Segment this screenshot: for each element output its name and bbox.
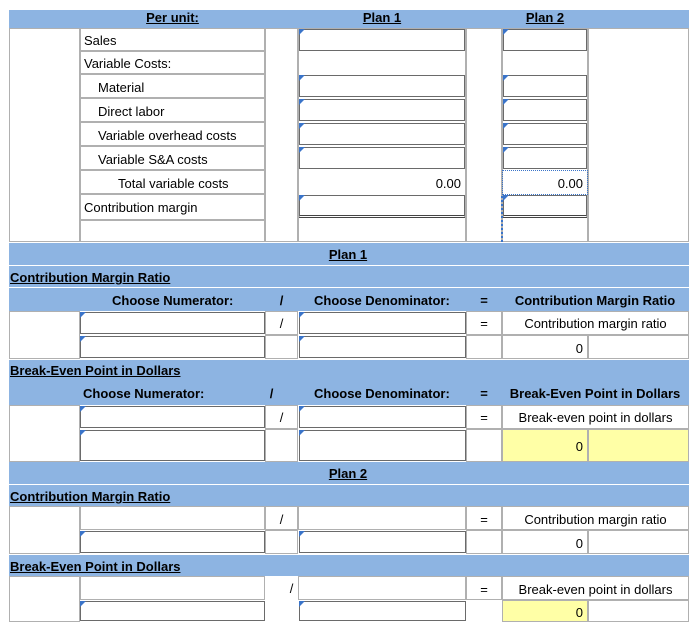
material-label: Material — [98, 80, 145, 95]
plan1-cmr-result-value: 0 — [502, 335, 588, 359]
plan1-cmr-numerator-value-input[interactable] — [80, 336, 265, 358]
plan1-material-input[interactable] — [299, 75, 465, 97]
plan1-cmr-equals-header: = — [480, 293, 488, 308]
row-total-variable — [80, 170, 265, 194]
plan2-cmr-denominator-cell — [298, 506, 466, 530]
plan1-bep-equals-header: = — [480, 386, 488, 401]
plan1-direct-labor-input[interactable] — [299, 99, 465, 121]
plan1-sales-input[interactable] — [299, 29, 465, 51]
left-blank-column — [9, 28, 80, 242]
plan2-bep-equals: = — [466, 576, 502, 600]
row-variable-costs — [80, 51, 265, 74]
gap-column-2 — [466, 28, 502, 242]
plan2-dotted-guide — [501, 196, 503, 242]
row-sales — [80, 28, 265, 51]
plan2-cmr-equals: = — [466, 506, 502, 530]
plan1-cmr-left-blank — [9, 311, 80, 359]
plan1-bep-numerator-select[interactable] — [80, 406, 265, 428]
plan1-cmr-denominator-value-input[interactable] — [299, 336, 466, 358]
plan1-overhead-input[interactable] — [299, 123, 465, 145]
plan2-cmr-result-value: 0 — [502, 530, 588, 554]
plan2-bep-result-value: 0 — [502, 600, 588, 622]
plan2-cmr-numerator-input[interactable] — [80, 531, 265, 553]
plan1-bep-result-value: 0 — [502, 429, 588, 462]
row-direct-labor — [80, 98, 265, 122]
plan2-cmr-result-label: Contribution margin ratio — [502, 506, 689, 530]
plan1-sa-input[interactable] — [299, 147, 465, 169]
plan2-cmr-section-title: Contribution Margin Ratio — [10, 489, 171, 504]
plan1-cmr-denominator-label: Choose Denominator: — [314, 293, 450, 308]
plan1-cmr-right-blank — [588, 335, 689, 359]
plan2-cmr-left-blank — [9, 506, 80, 554]
per-unit-header: Per unit: — [146, 10, 199, 25]
plan1-header: Plan 1 — [362, 10, 402, 25]
plan2-bep-section-title: Break-Even Point in Dollars — [10, 559, 181, 574]
plan1-bep-equals: = — [466, 405, 502, 429]
plan2-sa-input[interactable] — [503, 147, 587, 169]
plan2-bep-numerator-cell — [80, 576, 265, 600]
plan1-cmr-equals: = — [466, 311, 502, 335]
variable-overhead-label: Variable overhead costs — [98, 128, 237, 143]
plan1-bep-denominator-label: Choose Denominator: — [314, 386, 450, 401]
plan1-bep-denominator-select[interactable] — [299, 406, 466, 428]
plan2-overhead-input[interactable] — [503, 123, 587, 145]
plan1-bep-denominator-value-input[interactable] — [299, 430, 466, 461]
plan2-bep-right-blank — [588, 600, 689, 622]
plan1-bep-numerator-label: Choose Numerator: — [83, 386, 205, 401]
plan1-bep-left-blank — [9, 405, 80, 462]
plan2-header: Plan 2 — [525, 10, 565, 25]
plan1-cmr-section-title: Contribution Margin Ratio — [10, 270, 171, 285]
plan1-bep-section-title: Break-Even Point in Dollars — [10, 363, 181, 378]
plan2-bep-left-blank — [9, 576, 80, 622]
row-variable-overhead — [80, 122, 265, 146]
plan2-total-variable-value: 0.00 — [557, 176, 583, 191]
sales-label: Sales — [84, 33, 117, 48]
plan1-bep-result-label: Break-even point in dollars — [502, 405, 689, 429]
plan1-bep-gap-cell-2 — [466, 429, 502, 462]
plan2-bep-denominator-input[interactable] — [299, 601, 466, 621]
variable-sa-label: Variable S&A costs — [98, 152, 208, 167]
gap-column-1 — [265, 28, 298, 242]
plan1-cmr-gap-cell — [265, 335, 298, 359]
total-variable-label: Total variable costs — [118, 176, 229, 191]
plan1-cmr-gap-cell-2 — [466, 335, 502, 359]
variable-costs-label: Variable Costs: — [84, 56, 172, 71]
plan2-cmr-denominator-input[interactable] — [299, 531, 466, 553]
plan1-bep-result-header: Break-Even Point in Dollars — [509, 386, 681, 401]
plan2-bep-result-label: Break-even point in dollars — [502, 576, 689, 600]
plan2-bep-denominator-cell — [298, 576, 466, 600]
plan2-contribution-margin-input[interactable] — [503, 195, 587, 218]
row-blank — [80, 220, 265, 242]
plan1-bep-slash-header: / — [269, 386, 274, 401]
direct-labor-label: Direct labor — [98, 104, 165, 119]
plan2-title: Plan 2 — [328, 466, 368, 481]
plan1-bep-result-extra — [588, 429, 689, 462]
plan1-bep-gap-cell — [265, 429, 298, 462]
plan2-cmr-gap-cell — [265, 530, 298, 554]
row-contribution-margin — [80, 194, 265, 220]
plan2-bep-slash: / — [289, 581, 294, 596]
row-variable-sa — [80, 146, 265, 170]
plan2-bep-numerator-input[interactable] — [80, 601, 265, 621]
plan1-cmr-numerator-label: Choose Numerator: — [112, 293, 234, 308]
plan1-cmr-result-label: Contribution margin ratio — [502, 311, 689, 335]
plan2-material-input[interactable] — [503, 75, 587, 97]
plan1-title: Plan 1 — [328, 247, 368, 262]
plan1-cmr-slash: / — [265, 311, 298, 335]
plan1-bep-slash: / — [265, 405, 298, 429]
plan2-cmr-gap-cell-2 — [466, 530, 502, 554]
row-material — [80, 74, 265, 98]
contribution-margin-label: Contribution margin — [84, 200, 198, 215]
plan2-sales-input[interactable] — [503, 29, 587, 51]
plan1-contribution-margin-input[interactable] — [299, 195, 465, 218]
plan1-total-variable-value: 0.00 — [435, 176, 461, 191]
plan1-cmr-result-header: Contribution Margin Ratio — [514, 293, 676, 308]
plan1-cmr-slash-header: / — [279, 293, 284, 308]
right-blank-column — [588, 28, 689, 242]
plan1-cmr-denominator-select[interactable] — [299, 312, 466, 334]
plan1-bep-numerator-value-input[interactable] — [80, 430, 265, 461]
plan2-direct-labor-input[interactable] — [503, 99, 587, 121]
plan2-cmr-numerator-cell — [80, 506, 265, 530]
plan2-cmr-slash: / — [265, 506, 298, 530]
plan1-cmr-numerator-select[interactable] — [80, 312, 265, 334]
plan2-cmr-right-blank — [588, 530, 689, 554]
